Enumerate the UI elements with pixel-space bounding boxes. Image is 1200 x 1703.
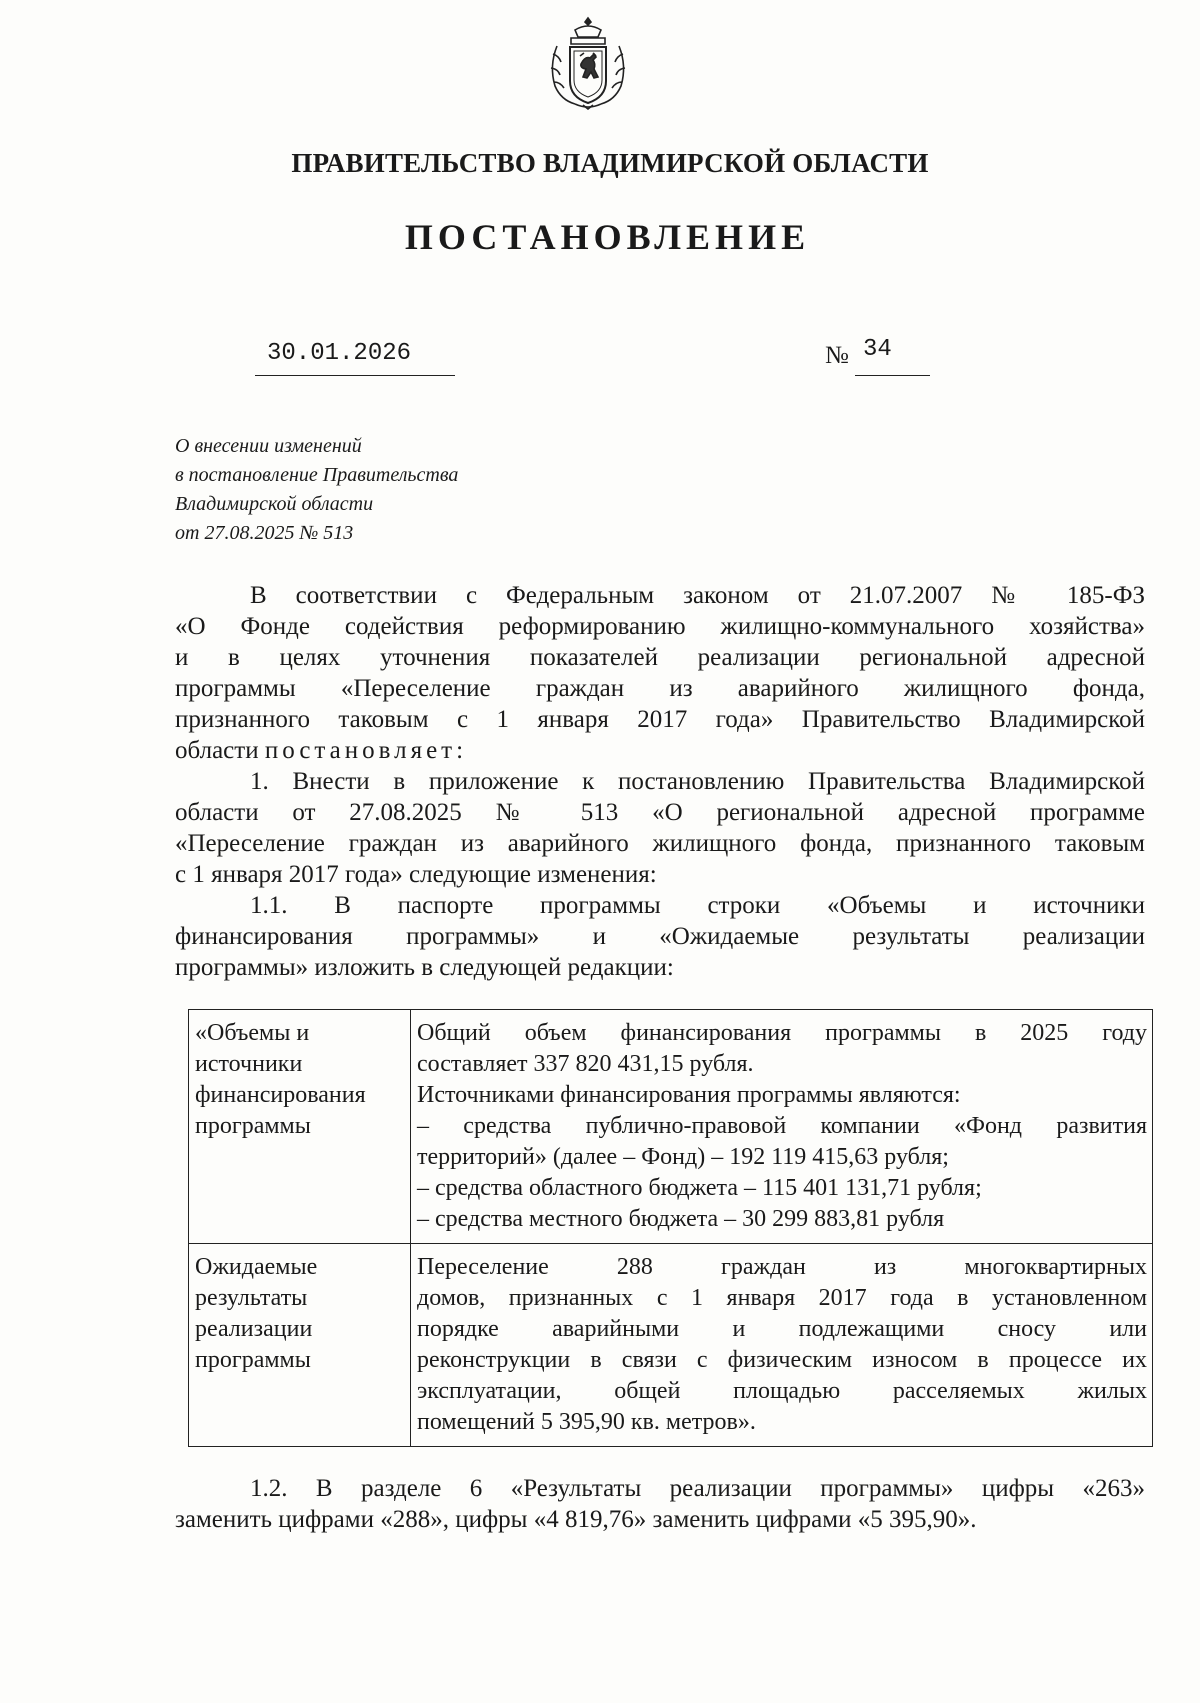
- table-row: [189, 1244, 1153, 1447]
- value-line: домов, признанных с 1 января 2017 года в установленном: [417, 1285, 1147, 1311]
- value-line: порядке аварийными и подлежащими сносу или: [417, 1316, 1147, 1342]
- label-line: источники: [195, 1051, 303, 1077]
- text-line: 1.1. В паспорте программы строки «Объемы и источники: [250, 892, 1145, 919]
- value-line: реконструкции в связи с физическим износом в процессе их: [417, 1347, 1147, 1373]
- item-1-2-paragraph: [175, 1473, 1145, 1535]
- label-line: программы: [195, 1347, 311, 1373]
- document-type: ПОСТАНОВЛЕНИЕ: [404, 217, 811, 257]
- text-line: заменить цифрами «288», цифры «4 819,76» заменить цифрами «5 395,90».: [175, 1506, 977, 1533]
- label-line: реализации: [195, 1316, 313, 1342]
- text-line: программы» изложить в следующей редакции:: [175, 954, 674, 981]
- row-label-results: [189, 1244, 411, 1447]
- row-label-funding: [189, 1010, 411, 1244]
- text-line: с 1 января 2017 года» следующие изменения:: [175, 861, 657, 888]
- value-line: Общий объем финансирования программы в 2025 году: [417, 1020, 1147, 1046]
- value-line: Источниками финансирования программы являются:: [417, 1082, 961, 1108]
- resolve-word: постановляет:: [264, 737, 468, 764]
- value-line: – средства публично-правовой компании «Фонд развития: [417, 1113, 1147, 1139]
- text-line: и в целях уточнения показателей реализации региональной адресной: [175, 644, 1145, 671]
- program-passport-table: [188, 1009, 1153, 1447]
- organization-title: ПРАВИТЕЛЬСТВО ВЛАДИМИРСКОЙ ОБЛАСТИ: [291, 148, 929, 178]
- value-line: территорий» (далее – Фонд) – 192 119 415,63 рубля;: [417, 1144, 949, 1170]
- label-line: программы: [195, 1113, 311, 1139]
- label-line: результаты: [195, 1285, 308, 1311]
- document-date: 30.01.2026: [255, 340, 455, 376]
- value-line: помещений 5 395,90 кв. метров».: [417, 1409, 756, 1435]
- subject-line: в постановление Правительства: [175, 464, 459, 486]
- subject-line: Владимирской области: [175, 493, 374, 515]
- coat-of-arms-emblem: [545, 16, 631, 110]
- subject-line: О внесении изменений: [175, 435, 362, 457]
- text-line: 1.2. В разделе 6 «Результаты реализации программы» цифры «263»: [250, 1475, 1145, 1502]
- text-line: области от 27.08.2025 № 513 «О региональной адресной программе: [175, 799, 1145, 826]
- text-fragment: области: [175, 737, 265, 764]
- value-line: – средства областного бюджета – 115 401 131,71 рубля;: [417, 1175, 982, 1201]
- text-line: [175, 735, 1145, 766]
- label-line: Ожидаемые: [195, 1254, 318, 1280]
- text-line: «Переселение граждан из аварийного жилищного фонда, признанного таковым: [175, 830, 1145, 857]
- text-line: финансирования программы» и «Ожидаемые результаты реализации: [175, 923, 1145, 950]
- text-line: «О Фонде содействия реформированию жилищно-коммунального хозяйства»: [175, 613, 1145, 640]
- label-line: финансирования: [195, 1082, 366, 1108]
- document-subject: [175, 432, 595, 548]
- row-value-funding: [411, 1010, 1153, 1244]
- text-line: В соответствии с Федеральным законом от 21.07.2007 № 185-ФЗ: [250, 582, 1145, 609]
- text-line: признанного таковым с 1 января 2017 года» Правительство Владимирской: [175, 706, 1145, 733]
- table-row: [189, 1010, 1153, 1244]
- preamble-paragraph: [175, 580, 1145, 766]
- text-line: 1. Внести в приложение к постановлению Правительства Владимирской: [250, 768, 1145, 795]
- value-line: составляет 337 820 431,15 рубля.: [417, 1051, 754, 1077]
- value-line: Переселение 288 граждан из многоквартирных: [417, 1254, 1147, 1280]
- text-line: программы «Переселение граждан из аварийного жилищного фонда,: [175, 675, 1145, 702]
- value-line: эксплуатации, общей площадью расселяемых жилых: [417, 1378, 1147, 1404]
- item-1-paragraph: [175, 766, 1145, 890]
- item-1-1-paragraph: [175, 890, 1145, 983]
- value-line: – средства местного бюджета – 30 299 883,81 рубля: [417, 1206, 945, 1232]
- row-value-results: [411, 1244, 1153, 1447]
- document-number: 34: [855, 336, 930, 376]
- label-line: «Объемы и: [195, 1020, 310, 1046]
- number-label: №: [825, 342, 849, 369]
- subject-line: от 27.08.2025 № 513: [175, 522, 354, 544]
